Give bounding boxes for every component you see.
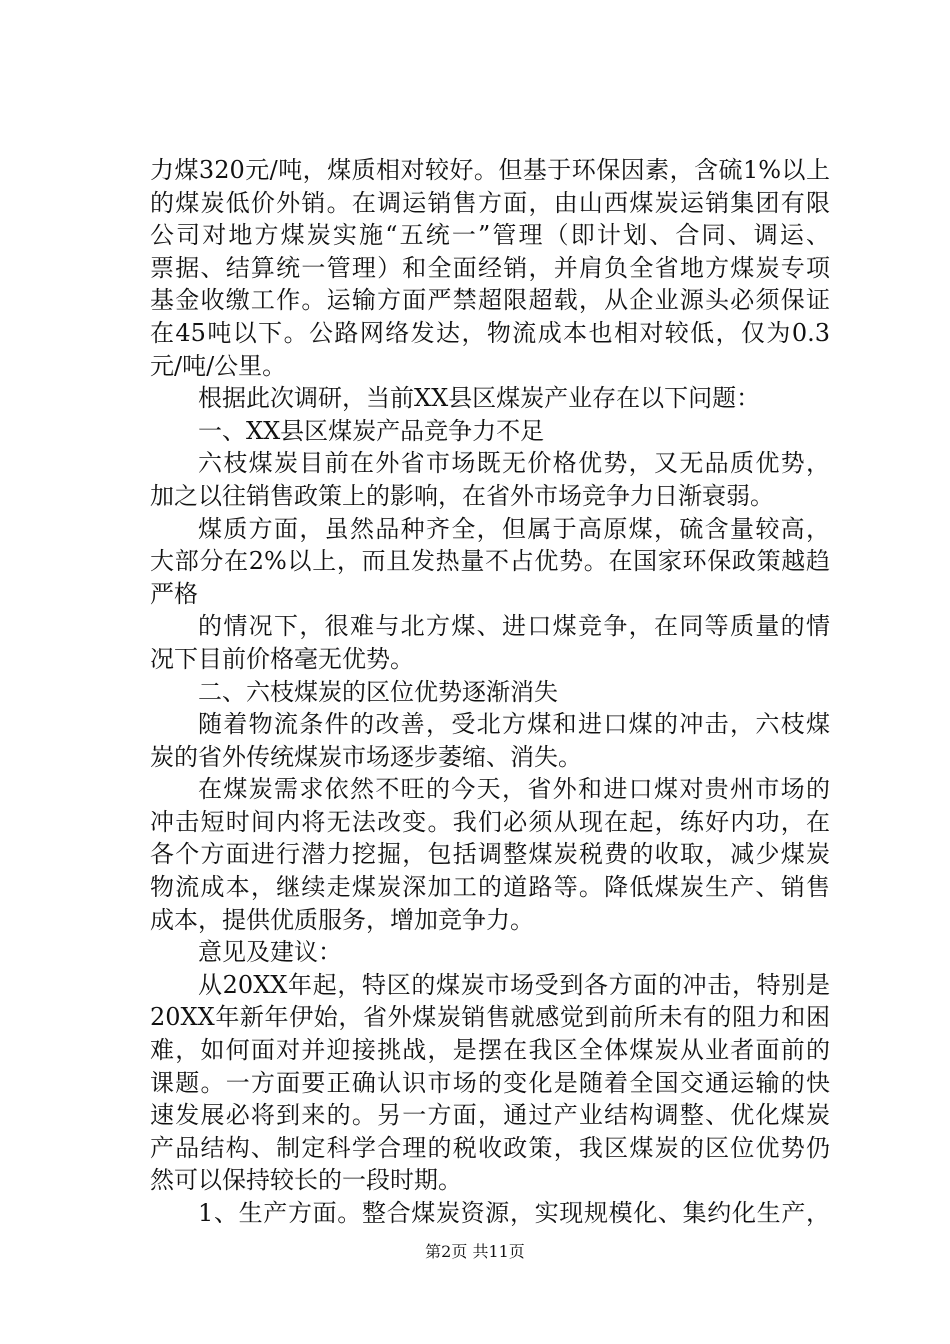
- text-line: 加之以往销售政策上的影响，在省外市场竞争力日渐衰弱。: [150, 481, 774, 510]
- text-line: 20XX年新年伊始，省外煤炭销售就感觉到前所未有的阻力和困: [150, 1003, 830, 1032]
- text-line: 物流成本，继续走煤炭深加工的道路等。降低煤炭生产、销售: [150, 873, 830, 902]
- text-line: 难，如何面对并迎接挑战，是摆在我区全体煤炭从业者面前的: [150, 1036, 830, 1065]
- text-line: 根据此次调研，当前XX县区煤炭产业存在以下问题：: [198, 384, 761, 413]
- text-line: 的情况下，很难与北方煤、进口煤竞争，在同等质量的情: [198, 612, 830, 641]
- text-line: 大部分在2%以上，而且发热量不占优势。在国家环保政策越趋: [150, 547, 830, 576]
- text-line: 一、XX县区煤炭产品竞争力不足: [198, 416, 545, 445]
- text-line: 的煤炭低价外销。在调运销售方面，由山西煤炭运销集团有限: [150, 188, 830, 217]
- text-line: 炭的省外传统煤炭市场逐步萎缩、消失。: [150, 742, 582, 771]
- text-line: 然可以保持较长的一段时期。: [150, 1166, 462, 1195]
- text-line: 票据、结算统一管理）和全面经销，并肩负全省地方煤炭专项: [150, 253, 830, 282]
- text-line: 况下目前价格毫无优势。: [150, 644, 414, 673]
- text-line: 在45吨以下。公路网络发达，物流成本也相对较低，仅为0.3: [150, 318, 830, 347]
- text-line: 煤质方面，虽然品种齐全，但属于高原煤，硫含量较高，: [198, 514, 830, 543]
- text-line: 意见及建议：: [198, 938, 342, 967]
- text-line: 在煤炭需求依然不旺的今天，省外和进口煤对贵州市场的: [198, 775, 830, 804]
- text-line: 各个方面进行潜力挖掘，包括调整煤炭税费的收取，减少煤炭: [150, 840, 830, 869]
- text-line: 六枝煤炭目前在外省市场既无价格优势，又无品质优势，: [198, 449, 830, 478]
- text-line: 产品结构、制定科学合理的税收政策，我区煤炭的区位优势仍: [150, 1133, 830, 1162]
- text-line: 随着物流条件的改善，受北方煤和进口煤的冲击，六枝煤: [198, 710, 830, 739]
- text-line: 力煤320元/吨，煤质相对较好。但基于环保因素，含硫1%以上: [150, 156, 830, 184]
- text-line: 冲击短时间内将无法改变。我们必须从现在起，练好内功，在: [150, 807, 830, 836]
- text-line: 严格: [150, 579, 198, 608]
- text-line: 从20XX年起，特区的煤炭市场受到各方面的冲击，特别是: [198, 970, 830, 999]
- text-line: 速发展必将到来的。另一方面，通过产业结构调整、优化煤炭: [150, 1101, 830, 1130]
- text-line: 成本，提供优质服务，增加竞争力。: [150, 905, 534, 934]
- text-line: 二、六枝煤炭的区位优势逐渐消失: [198, 677, 558, 706]
- text-line: 课题。一方面要正确认识市场的变化是随着全国交通运输的快: [150, 1068, 830, 1097]
- document-body: [150, 154, 830, 1230]
- text-line: 基金收缴工作。运输方面严禁超限超载，从企业源头必须保证: [150, 286, 830, 315]
- page-footer: 第2页 共11页: [425, 1242, 525, 1261]
- text-line: 元/吨/公里。: [150, 351, 287, 380]
- text-line: 公司对地方煤炭实施“五统一”管理（即计划、合同、调运、: [150, 221, 830, 250]
- text-line: 1、生产方面。整合煤炭资源，实现规模化、集约化生产，: [198, 1199, 830, 1227]
